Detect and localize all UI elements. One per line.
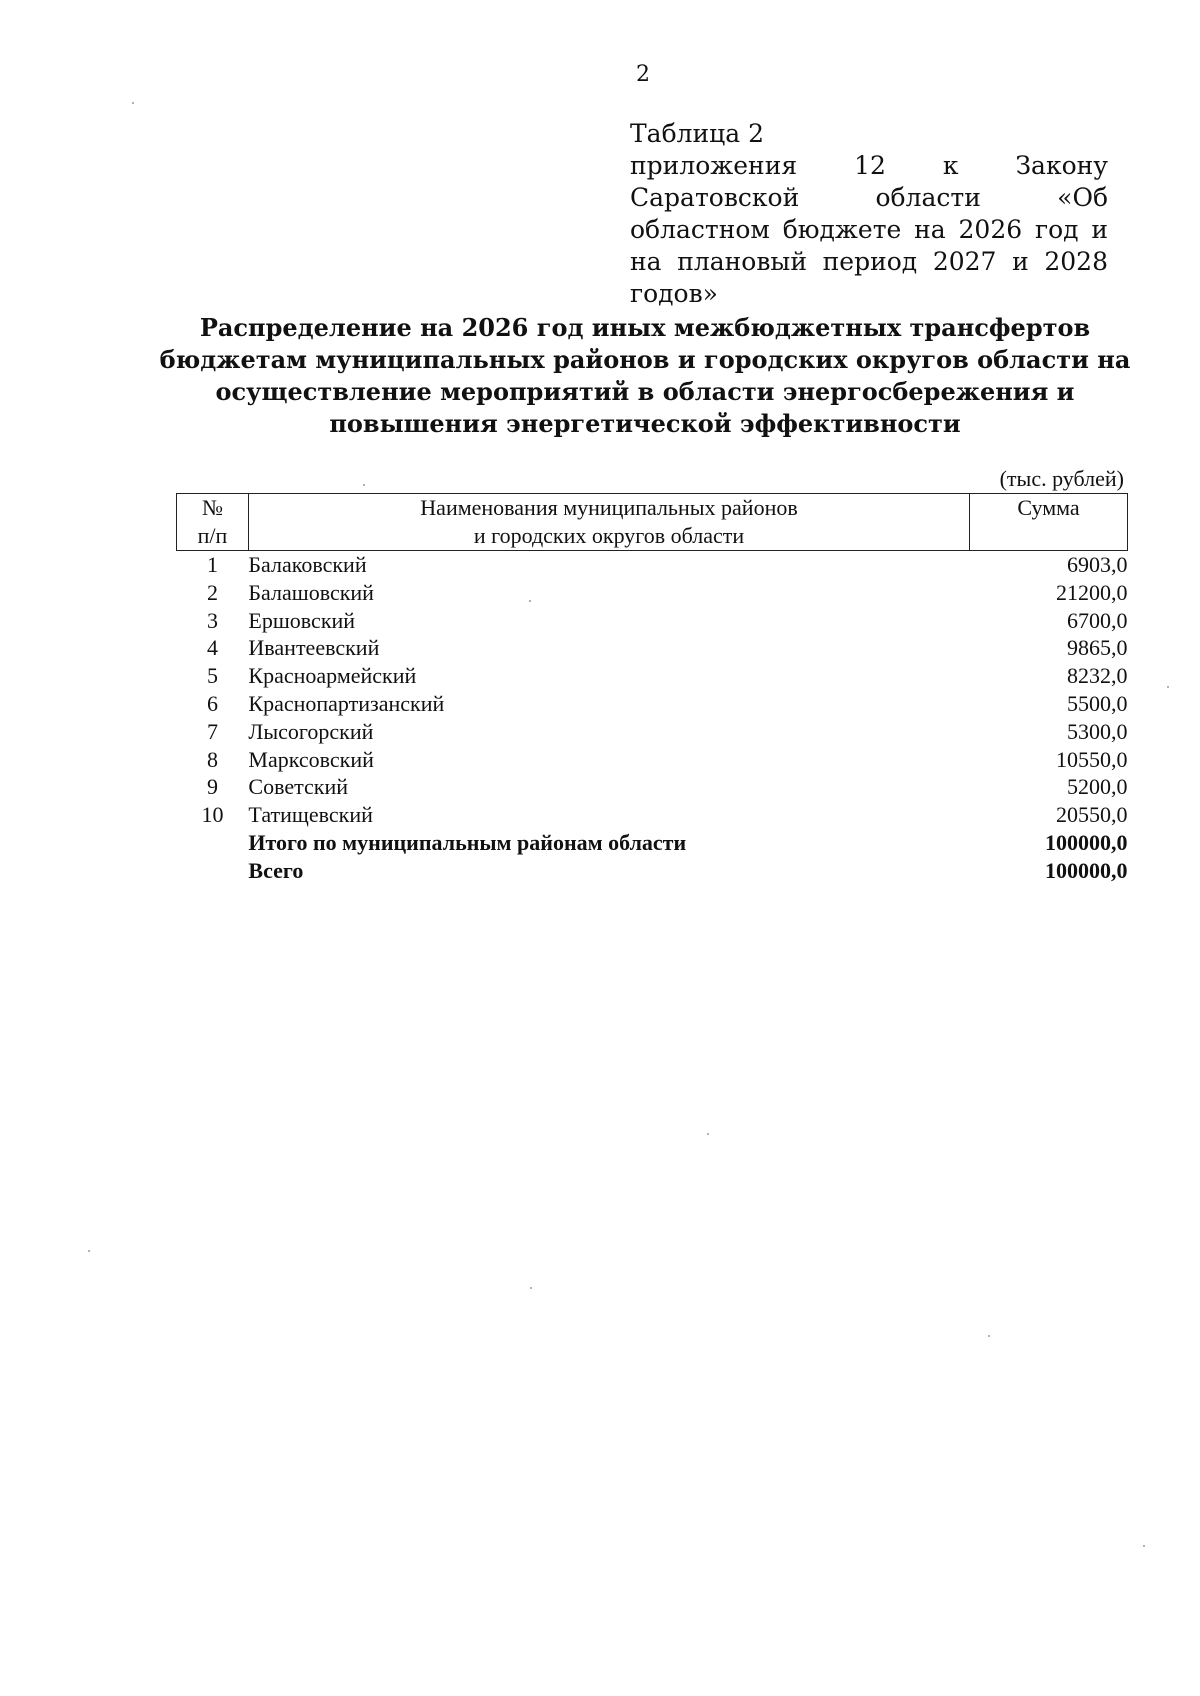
district-sum: 10550,0 <box>1056 746 1128 772</box>
header-number-line1: № <box>201 495 223 520</box>
row-number: 4 <box>206 635 218 661</box>
district-sum: 6700,0 <box>1067 607 1128 633</box>
table-row <box>177 690 1128 718</box>
header-name-line2: и городских округов области <box>473 523 745 548</box>
row-number: 6 <box>206 690 218 716</box>
total-row <box>177 857 1128 885</box>
district-sum: 8232,0 <box>1067 663 1128 689</box>
scan-speck <box>88 1250 90 1252</box>
header-number-line2: п/п <box>197 523 228 548</box>
table-row <box>177 746 1128 774</box>
row-number: 9 <box>206 774 218 800</box>
appendix-law-reference: приложения 12 к Закону Саратовской области «Об областном бюджете на 2026 год и на плановый период 2027 и 2028 годов» <box>630 151 1108 308</box>
units-label: (тыс. рублей) <box>999 466 1124 491</box>
district-name: Краснопартизанский <box>248 690 445 716</box>
table-row <box>177 662 1128 690</box>
scan-speck <box>530 1287 532 1289</box>
row-number: 7 <box>206 718 218 744</box>
subtotal-label: Итого по муниципальным районам области <box>248 829 687 855</box>
district-name: Ивантеевский <box>248 635 380 661</box>
page-number: 2 <box>636 62 650 87</box>
table-row <box>177 579 1128 607</box>
header-sum-label: Сумма <box>1017 495 1080 520</box>
scan-speck <box>1143 1545 1145 1547</box>
row-number: 1 <box>206 552 218 577</box>
table-header-row <box>177 494 1128 551</box>
table-row <box>177 634 1128 662</box>
row-number: 5 <box>206 663 218 689</box>
district-name: Красноармейский <box>248 663 417 689</box>
district-name: Советский <box>248 774 349 800</box>
subtotal-row <box>177 829 1128 857</box>
table-row <box>177 607 1128 635</box>
district-sum: 5500,0 <box>1067 690 1128 716</box>
total-number-cell <box>177 857 249 885</box>
district-name: Ершовский <box>248 607 356 633</box>
appendix-table-label: Таблица 2 <box>630 119 765 148</box>
row-number: 2 <box>206 579 218 605</box>
district-name: Марксовский <box>248 746 374 772</box>
district-sum: 6903,0 <box>1067 552 1128 577</box>
district-sum: 21200,0 <box>1056 579 1128 605</box>
header-number <box>177 494 249 551</box>
transfers-table <box>176 493 1128 885</box>
district-name: Балаковский <box>248 552 367 577</box>
table-row <box>177 801 1128 829</box>
table-row <box>177 551 1128 579</box>
header-name <box>248 494 969 551</box>
district-name: Татищевский <box>248 802 373 828</box>
district-sum: 9865,0 <box>1067 635 1128 661</box>
district-name: Лысогорский <box>248 718 374 744</box>
scan-speck <box>707 1133 709 1135</box>
scan-speck <box>1167 686 1169 688</box>
scan-speck <box>132 102 134 104</box>
row-number: 8 <box>206 746 218 772</box>
scan-speck <box>529 600 531 602</box>
appendix-reference <box>630 118 1108 310</box>
table-row <box>177 773 1128 801</box>
header-name-line1: Наименования муниципальных районов <box>420 495 798 520</box>
subtotal-sum: 100000,0 <box>1045 829 1128 855</box>
subtotal-number-cell <box>177 829 249 857</box>
table-row <box>177 718 1128 746</box>
district-name: Балашовский <box>248 579 374 605</box>
header-sum <box>970 494 1128 551</box>
total-label: Всего <box>248 857 304 883</box>
scan-speck <box>363 484 365 486</box>
district-sum: 5300,0 <box>1067 718 1128 744</box>
document-title: Распределение на 2026 год иных межбюджетных трансфертов бюджетам муниципальных районов и городских округов области на осуществление мероприятий в области энергосбережения и повышения энергетической эффективности <box>159 313 1131 438</box>
scan-speck <box>988 1335 990 1337</box>
row-number: 10 <box>201 802 224 828</box>
row-number: 3 <box>206 607 218 633</box>
district-sum: 20550,0 <box>1056 802 1128 828</box>
total-sum: 100000,0 <box>1045 857 1128 883</box>
district-sum: 5200,0 <box>1067 774 1128 800</box>
